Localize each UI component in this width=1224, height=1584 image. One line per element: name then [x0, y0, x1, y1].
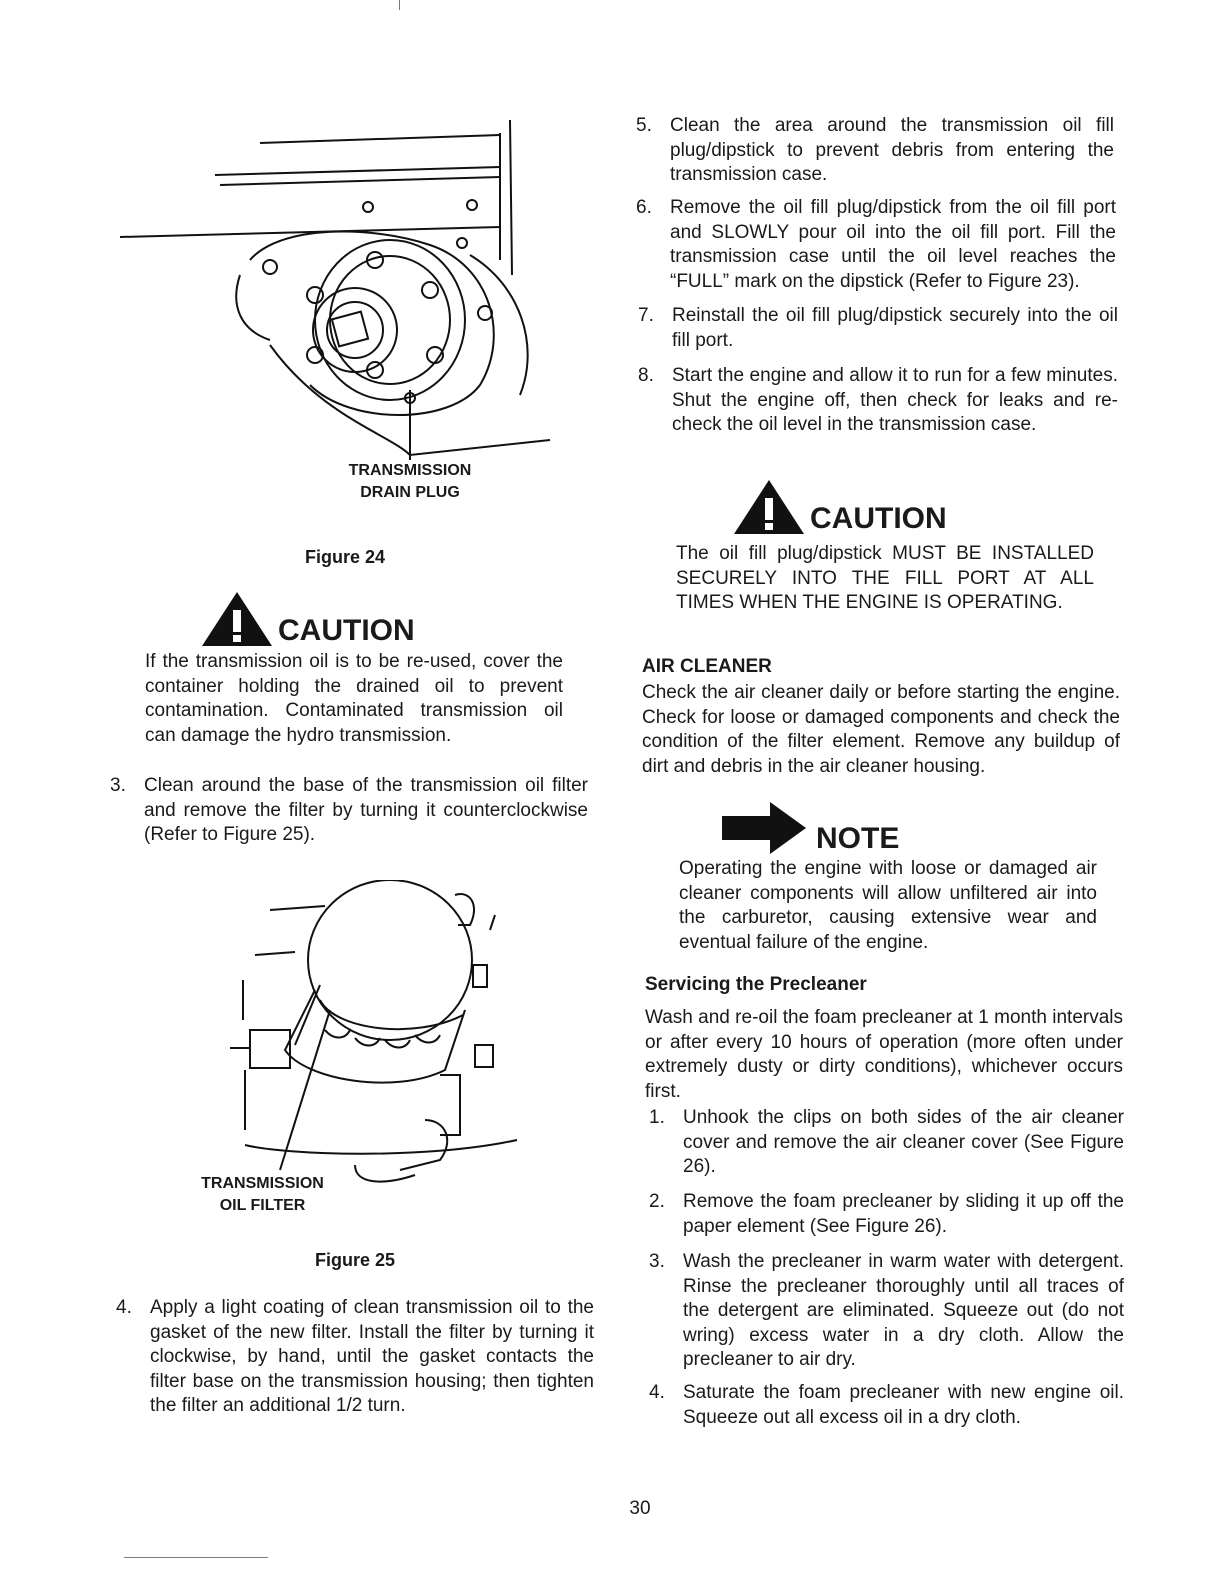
step-text: Unhook the clips on both sides of the air cleaner cover and remove the air cleaner cover (See Figure 26).	[683, 1107, 1124, 1177]
figure-25-caption: Figure 25	[314, 1250, 396, 1270]
step-number: 4.	[116, 1297, 132, 1318]
caution-header-1	[200, 590, 415, 648]
figure-24-label-line1: TRANSMISSION	[348, 462, 472, 479]
step-text: Clean around the base of the transmission oil filter and remove the filter by turning it counterclockwise (Refer to Figure 25).	[144, 775, 588, 845]
page-number: 30	[629, 1498, 651, 1519]
step-number: 3.	[110, 775, 126, 796]
caution-word-2: CAUTION	[810, 502, 947, 535]
note-word: NOTE	[816, 822, 900, 855]
step-text: Wash the precleaner in warm water with detergent. Rinse the precleaner thoroughly until all traces of the detergent are eliminated. Squeeze out (do not wring) excess water in a dry cloth. Allow the precleaner to air dry.	[683, 1251, 1124, 1370]
precleaner-heading: Servicing the Precleaner	[645, 974, 867, 995]
note-header	[722, 800, 899, 856]
figure-24-label-line2: DRAIN PLUG	[360, 484, 460, 501]
air-cleaner-text: Check the air cleaner daily or before starting the engine. Check for loose or damaged components and check the condition of the filter element. Remove any buildup of dirt and debris in the air cleaner housing.	[642, 682, 1120, 777]
right-step-7	[638, 304, 1118, 353]
right-step-8	[638, 364, 1118, 438]
step-text: Remove the oil fill plug/dipstick from the oil fill port and SLOWLY pour oil into the oil fill port. Fill the transmission case until the oil level reaches the “FULL” mark on the dipstick (Refer to Figure 23).	[670, 197, 1116, 292]
warning-triangle-icon	[200, 590, 274, 648]
figure-25-label	[180, 1173, 345, 1217]
step-number: 3.	[649, 1251, 665, 1272]
step-number: 6.	[636, 197, 652, 218]
step-text: Start the engine and allow it to run for a few minutes. Shut the engine off, then check for leaks and re-check the oil level in the transmission case.	[672, 365, 1118, 435]
left-step-3	[110, 774, 588, 848]
step-text: Apply a light coating of clean transmission oil to the gasket of the new filter. Install the filter by turning it clockwise, by hand, until the gasket contacts the filter base on the transmission housing; then tighten the filter an additional 1/2 turn.	[150, 1297, 594, 1416]
right-step-5	[636, 114, 1114, 188]
step-number: 4.	[649, 1382, 665, 1403]
step-number: 1.	[649, 1107, 665, 1128]
arrow-right-icon	[722, 800, 806, 856]
scan-edge-line	[124, 1557, 268, 1558]
caution-header-2	[732, 478, 947, 536]
step-text: Remove the foam precleaner by sliding it up off the paper element (See Figure 26).	[683, 1191, 1124, 1237]
precleaner-step-3	[649, 1250, 1124, 1373]
air-cleaner-heading: AIR CLEANER	[642, 656, 772, 677]
step-number: 2.	[649, 1191, 665, 1212]
caution-word-1: CAUTION	[278, 614, 415, 647]
precleaner-step-4	[649, 1381, 1124, 1430]
right-step-6	[636, 196, 1116, 294]
figure-25-drawing	[225, 880, 535, 1200]
scan-mark	[399, 0, 400, 10]
caution-text-2: The oil fill plug/dipstick MUST BE INSTALLED SECURELY INTO THE FILL PORT AT ALL TIMES WHEN THE ENGINE IS OPERATING.	[676, 543, 1094, 613]
figure-25-label-line2: OIL FILTER	[219, 1197, 306, 1214]
step-number: 5.	[636, 115, 652, 136]
left-step-4	[116, 1296, 594, 1419]
figure-24-caption: Figure 24	[304, 547, 386, 567]
step-text: Reinstall the oil fill plug/dipstick securely into the oil fill port.	[672, 305, 1118, 351]
precleaner-intro: Wash and re-oil the foam precleaner at 1 month intervals or after every 10 hours of operation (more often under extremely dusty or dirty conditions), whichever occurs first.	[645, 1007, 1123, 1102]
figure-24-label	[310, 460, 510, 504]
warning-triangle-icon	[732, 478, 806, 536]
note-text: Operating the engine with loose or damaged air cleaner components will allow unfiltered air into the carburetor, causing extensive wear and eventual failure of the engine.	[679, 858, 1097, 953]
precleaner-step-1	[649, 1106, 1124, 1180]
figure-24-drawing	[110, 115, 570, 465]
step-text: Saturate the foam precleaner with new engine oil. Squeeze out all excess oil in a dry cloth.	[683, 1382, 1124, 1428]
figure-25-label-line1: TRANSMISSION	[201, 1175, 324, 1192]
step-text: Clean the area around the transmission oil fill plug/dipstick to prevent debris from entering the transmission case.	[670, 115, 1114, 185]
precleaner-step-2	[649, 1190, 1124, 1239]
step-number: 8.	[638, 365, 654, 386]
step-number: 7.	[638, 305, 654, 326]
caution-text-1: If the transmission oil is to be re-used, cover the container holding the drained oil to prevent contamination. Contaminated transmission oil can damage the hydro transmission.	[145, 651, 563, 746]
